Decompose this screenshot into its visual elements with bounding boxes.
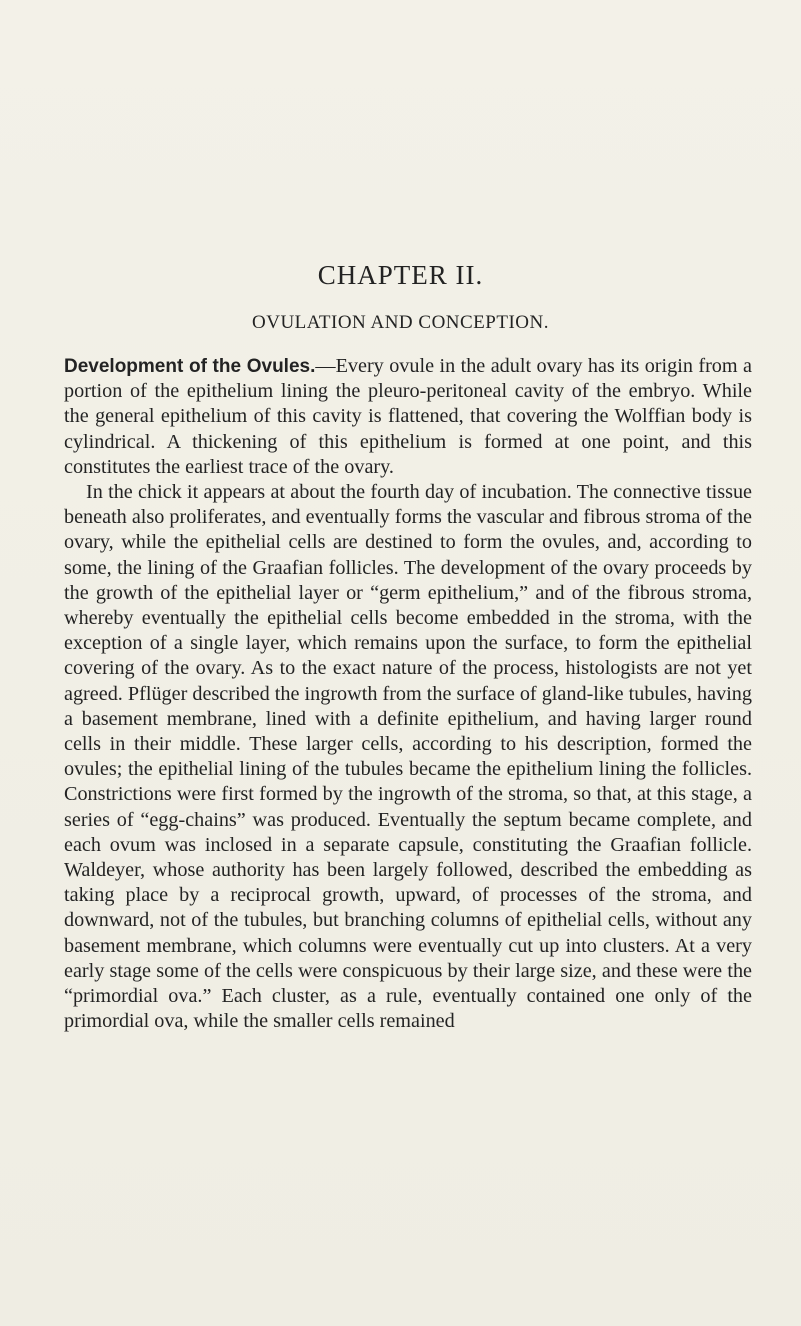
- paragraph-1: [64, 354, 752, 480]
- chapter-heading: CHAPTER II.: [317, 260, 484, 290]
- paragraph-2: [64, 480, 752, 1034]
- run-in-heading: Development of the Ovules.: [64, 356, 316, 377]
- section-title: OVULATION AND CONCEPTION.: [252, 312, 549, 333]
- body-text: [64, 354, 752, 1034]
- paragraph-1-text: —Every ovule in the adult ovary has its origin from a portion of the epithelium lining the pleuro-peritoneal cavity of the embryo. While the general epithelium of this cavity is flattened, that covering the Wolffian body is cylindrical. A thickening of this epithelium is formed at one point, and this constitutes the earliest trace of the ovary.: [64, 355, 752, 478]
- paragraph-2-text: In the chick it appears at about the fourth day of incubation. The connective tissue beneath also proliferates, and eventually forms the vascular and fibrous stroma of the ovary, while the epithelial cells are destined to form the ovules, and, according to some, the lining of the Graafian follicles. The development of the ovary proceeds by the growth of the epithelial layer or “germ epithelium,” and of the fibrous stroma, whereby eventually the epithelial cells become embedded in the stroma, with the exception of a single layer, which remains upon the surface, to form the epithelial covering of the ovary. As to the exact nature of the process, histologists are not yet agreed. Pflüger described the ingrowth from the surface of gland-like tubules, having a basement membrane, lined with a definite epithelium, and having larger round cells in their middle. These larger cells, according to his description, formed the ovules; the epithelial lining of the tubules became the epithelium lining the follicles. Constrictions were first formed by the ingrowth of the stroma, so that, at this stage, a series of “egg-chains” was produced. Eventually the septum became complete, and each ovum was inclosed in a separate capsule, constituting the Graafian follicle. Waldeyer, whose authority has been largely followed, described the embedding as taking place by a reciprocal growth, upward, of processes of the stroma, and downward, not of the tubules, but branching columns of epithelial cells, without any basement membrane, which columns were eventually cut up into clusters. At a very early stage some of the cells were conspicuous by their large size, and these were the “primordial ova.” Each cluster, as a rule, eventually contained one only of the primordial ova, while the smaller cells remained: [64, 481, 752, 1033]
